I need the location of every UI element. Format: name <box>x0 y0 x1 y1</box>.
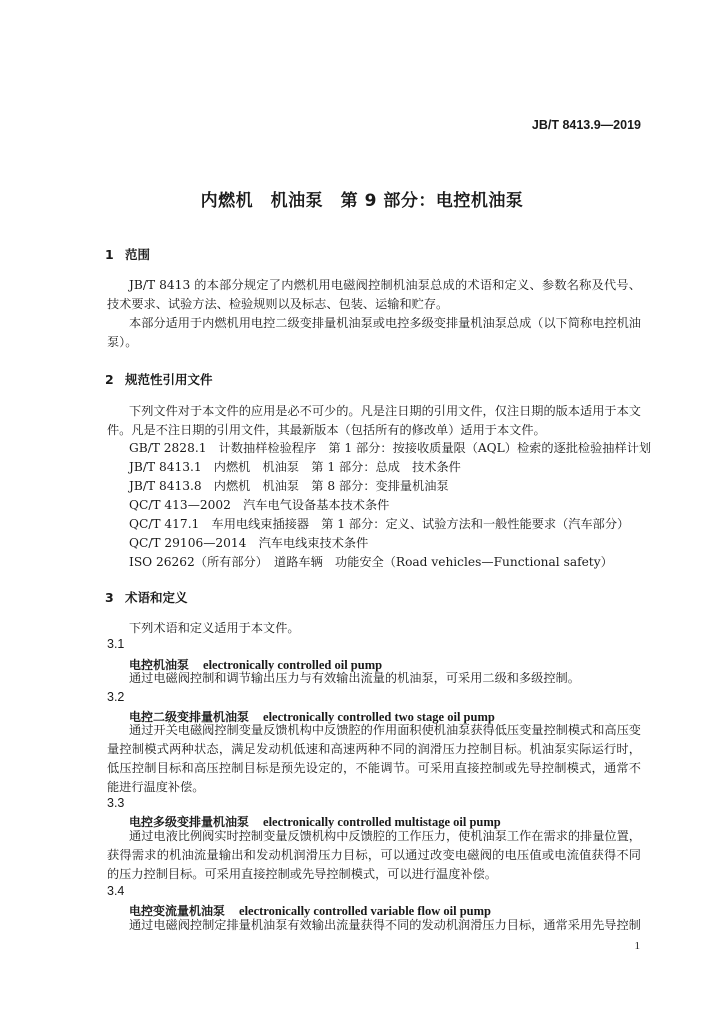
term-cn: 电控二级变排量机油泵 <box>129 710 250 724</box>
scope-paragraph-1: JB/T 8413 的本部分规定了内燃机用电磁阀控制机油泵总成的术语和定义、参数名称及代号、技术要求、试验方法、检验规则以及标志、包装、运输和贮存。 <box>107 278 641 311</box>
term-cn: 电控变流量机油泵 <box>129 904 226 918</box>
ref-item: GB/T 2828.1 计数抽样检验程序 第 1 部分：按接收质量限（AQL）检索的逐批检验抽样计划 <box>129 441 652 455</box>
term-definition: 通过开关电磁阀控制变量反馈机构中反馈腔的作用面积使机油泵获得低压变量控制模式和高压变量控制模式两种状态，满足发动机低速和高速两种不同的润滑压力控制目标。机油泵实际运行时，低压控制目标和高压控制目标是预先设定的，不能调节。可采用直接控制或先导控制模式，通常不能进行温度补偿。 <box>107 723 641 794</box>
clause-number: 3.2 <box>107 690 125 704</box>
ref-item: ISO 26262（所有部分） 道路车辆 功能安全（Road vehicles—Functional safety） <box>129 555 613 569</box>
term-definition: 通过电磁阀控制定排量机油泵有效输出流量获得不同的发动机润滑压力目标，通常采用先导控制 <box>129 918 641 932</box>
term-en: electronically controlled multistage oil pump <box>263 815 501 829</box>
term-cn: 电控多级变排量机油泵 <box>129 815 250 829</box>
section-title: 规范性引用文件 <box>125 372 213 387</box>
refs-intro: 下列文件对于本文件的应用是必不可少的。凡是注日期的引用文件，仅注日期的版本适用于本文件。凡是不注日期的引用文件，其最新版本（包括所有的修改单）适用于本文件。 <box>107 404 641 437</box>
ref-item: JB/T 8413.1 内燃机 机油泵 第 1 部分：总成 技术条件 <box>129 460 461 474</box>
terms-intro: 下列术语和定义适用于本文件。 <box>129 621 300 635</box>
term-en: electronically controlled two stage oil pump <box>263 710 495 724</box>
ref-item: QC/T 417.1 车用电线束插接器 第 1 部分：定义、试验方法和一般性能要求（汽车部分） <box>129 517 630 531</box>
clause-number: 3.4 <box>107 884 125 898</box>
section-heading-terms <box>105 588 188 606</box>
clause-number: 3.3 <box>107 796 125 810</box>
section-number: 1 <box>105 247 114 262</box>
page-number: 1 <box>634 940 640 952</box>
standard-code: JB/T 8413.9—2019 <box>531 118 641 132</box>
clause-number: 3.1 <box>107 637 125 651</box>
section-number: 3 <box>105 590 114 605</box>
term-cn: 电控机油泵 <box>129 658 190 672</box>
term-definition: 通过电磁阀控制和调节输出压力与有效输出流量的机油泵，可采用二级和多级控制。 <box>129 671 580 685</box>
ref-item: QC/T 413—2002 汽车电气设备基本技术条件 <box>129 498 390 512</box>
term-en: electronically controlled oil pump <box>203 658 383 672</box>
ref-item: QC/T 29106—2014 汽车电线束技术条件 <box>129 536 369 550</box>
section-title: 范围 <box>125 247 151 262</box>
scope-paragraph-2: 本部分适用于内燃机用电控二级变排量机油泵或电控多级变排量机油泵总成（以下简称电控机油泵）。 <box>107 316 641 349</box>
section-title: 术语和定义 <box>125 590 188 605</box>
ref-item: JB/T 8413.8 内燃机 机油泵 第 8 部分：变排量机油泵 <box>129 479 449 493</box>
document-title: 内燃机 机油泵 第 9 部分：电控机油泵 <box>200 191 524 211</box>
section-heading-scope <box>105 245 150 263</box>
section-number: 2 <box>105 372 114 387</box>
term-definition: 通过电液比例阀实时控制变量反馈机构中反馈腔的工作压力，使机油泵工作在需求的排量位置，获得需求的机油流量输出和发动机润滑压力目标，可以通过改变电磁阀的电压值或电流值获得不同的压力控制目标。可采用直接控制或先导控制模式，可以进行温度补偿。 <box>107 829 641 881</box>
section-heading-normative-refs <box>105 370 213 388</box>
term-en: electronically controlled variable flow oil pump <box>239 904 491 918</box>
